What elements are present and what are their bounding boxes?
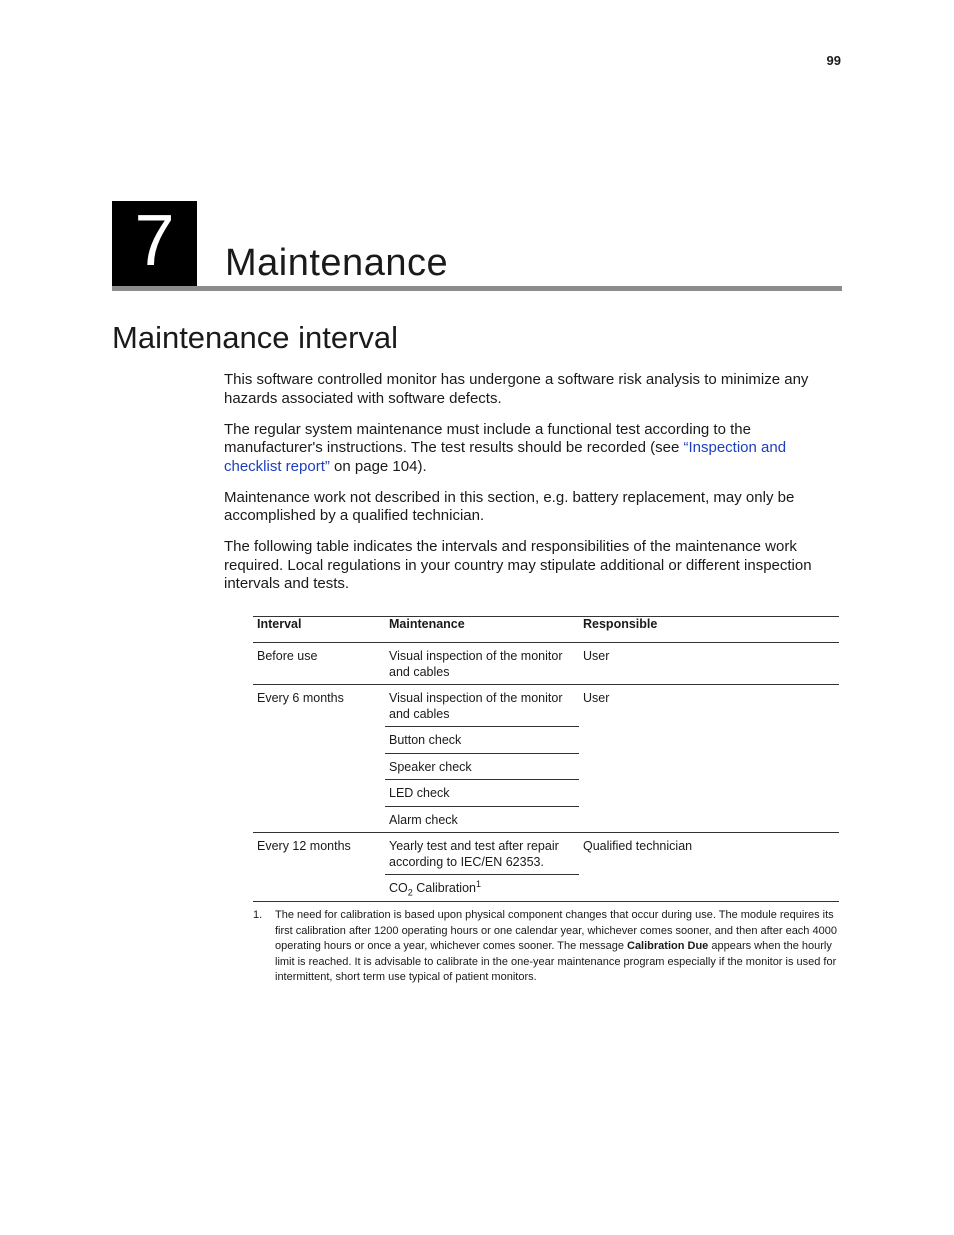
paragraph-risk-analysis: This software controlled monitor has undergone a software risk analysis to minimize any hazards associated with software defects. <box>224 371 809 407</box>
paragraph-functional-test <box>224 421 842 477</box>
chapter-title: Maintenance <box>225 242 449 284</box>
header-interval: Interval <box>253 617 385 643</box>
footnote-text-part: appears when the hourly limit is reached. It is advisable to calibrate in the one-year maintenance program especially if the monitor is used for intermittent, short term use typical of patient monitors. <box>275 940 837 983</box>
table-row <box>253 643 839 685</box>
maintenance-cell: Speaker check <box>385 753 579 780</box>
responsible-cell: User <box>579 643 839 685</box>
footnote-text-part: The need for calibration is based upon physical component changes that occur during use. The module requires its first calibration after 1200 operating hours or one calendar year, whichever comes sooner, and then after each 4000 operating hours or once a year, whichever comes sooner. The message <box>275 909 837 952</box>
header-responsible: Responsible <box>579 617 839 643</box>
body-text <box>224 371 842 606</box>
table-header-row <box>253 617 839 643</box>
footnote-number: 1. <box>253 909 263 921</box>
maintenance-cell-co2 <box>385 875 579 902</box>
co2-suffix: Calibration <box>412 881 476 895</box>
footnote-text <box>275 908 839 986</box>
paragraph-text: The regular system maintenance must include a functional test according to the manufacturer's instructions. The test results should be recorded (see <box>224 420 751 456</box>
header-maintenance: Maintenance <box>385 617 579 643</box>
inspection-checklist-link[interactable]: “Inspection and checklist report” <box>224 439 787 475</box>
chapter-divider <box>112 286 842 291</box>
maintenance-cell: LED check <box>385 780 579 807</box>
maintenance-table <box>253 616 839 902</box>
responsible-cell: User <box>579 685 839 833</box>
paragraph-table-intro: The following table indicates the intervals and responsibilities of the maintenance work required. Local regulations in your country may stipulate additional or different inspection intervals and tests. <box>224 538 812 592</box>
table-row <box>253 833 839 875</box>
page-number: 99 <box>826 53 841 68</box>
maintenance-cell: Visual inspection of the monitor and cables <box>385 685 579 727</box>
interval-cell: Every 6 months <box>253 685 385 833</box>
maintenance-cell: Visual inspection of the monitor and cables <box>385 643 579 685</box>
maintenance-cell: Button check <box>385 727 579 754</box>
co2-subscript: 2 <box>407 887 413 898</box>
chapter-number-box: 7 <box>112 201 197 287</box>
paragraph-qualified-technician: Maintenance work not described in this section, e.g. battery replacement, may only be accomplished by a qualified technician. <box>224 488 795 524</box>
section-title: Maintenance interval <box>112 320 399 355</box>
footnote-marker: 1 <box>476 878 482 889</box>
interval-cell: Before use <box>253 643 385 685</box>
maintenance-cell: Alarm check <box>385 806 579 833</box>
footnote <box>253 908 839 986</box>
maintenance-cell: Yearly test and test after repair according to IEC/EN 62353. <box>385 833 579 875</box>
calibration-due-message: Calibration Due <box>627 940 709 952</box>
responsible-cell: Qualified technician <box>579 833 839 902</box>
paragraph-text: on page 104). <box>329 457 427 475</box>
interval-cell: Every 12 months <box>253 833 385 902</box>
co2-prefix: CO <box>389 881 408 895</box>
table-row <box>253 685 839 727</box>
